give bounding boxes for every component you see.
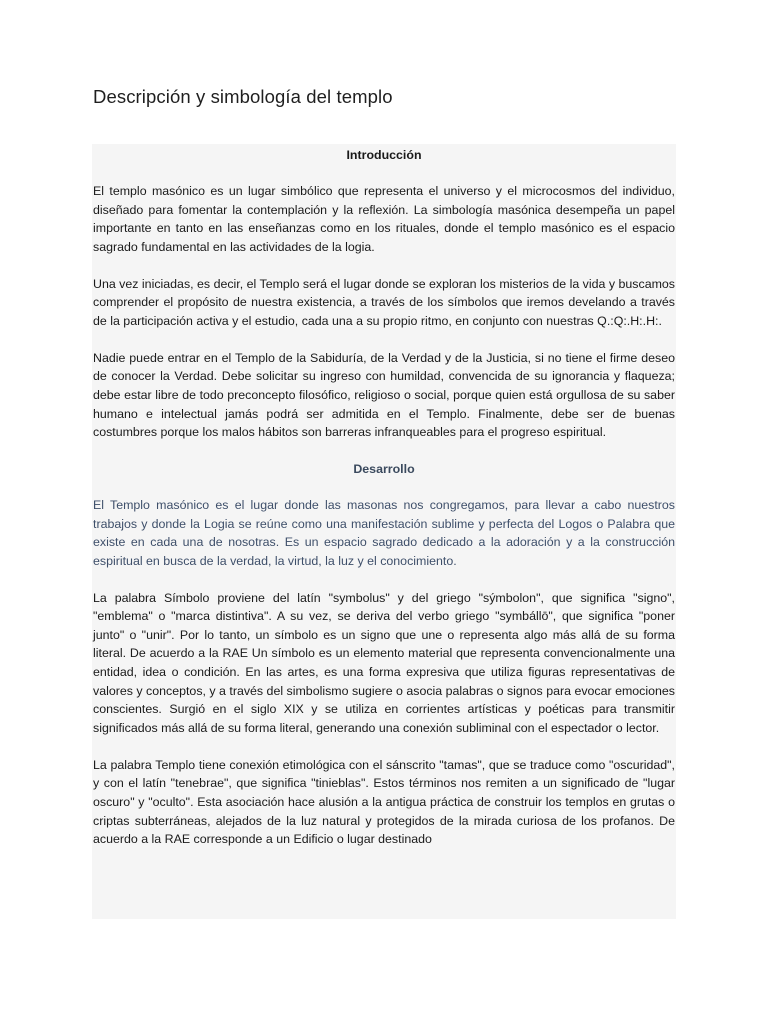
desarrollo-paragraph-templo: La palabra Templo tiene conexión etimológica con el sánscrito "tamas", que se traduce como "oscuridad", y con el latín "tenebrae", que significa "tinieblas". Estos términos nos remiten a un significado de "lugar oscuro" y "oculto". Esta asociación hace alusión a la antigua práctica de construir los templos en grutas o criptas subterráneas, alejados de la luz natural y protegidos de la mirada curiosa de los profanos. De acuerdo a la RAE corresponde a un Edificio o lugar destinado (93, 757, 675, 847)
intro-paragraph-3: Nadie puede entrar en el Templo de la Sabiduría, de la Verdad y de la Justicia, si no tiene el firme deseo de conocer la Verdad. Debe solicitar su ingreso con humildad, convencida de su ignorancia y flaqueza; debe estar libre de todo preconcepto filosófico, religioso o social, porque quien está orgullosa de su saber humano e intelectual jamás podrá ser admitida en el Templo. Finalmente, debe ser de buenas costumbres porque los malos hábitos son barreras infranqueables para el progreso espiritual. (93, 350, 675, 440)
intro-paragraph-2: Una vez iniciadas, es decir, el Templo será el lugar donde se exploran los misterios de la vida y buscamos comprender el propósito de nuestra existencia, a través de los símbolos que iremos develando a través de la participación activa y el estudio, cada una a su propio ritmo, en conjunto con nuestras Q.:Q:.H:.H:. (93, 276, 675, 328)
document-body (92, 144, 676, 919)
desarrollo-accent-paragraph: El Templo masónico es el lugar donde las masonas nos congregamos, para llevar a cabo nuestros trabajos y donde la Logia se reúne como una manifestación sublime y perfecta del Logos o Palabra que existe en cada una de nosotras. Es un espacio sagrado dedicado a la adoración y a la construcción espiritual en busca de la verdad, la virtud, la luz y el conocimiento. (93, 497, 675, 568)
desarrollo-paragraph-simbolo: La palabra Símbolo proviene del latín "symbolus" y del griego "sýmbolon", que significa "signo", "emblema" o "marca distintiva". A su vez, se deriva del verbo griego "symbállō", que significa "poner junto" o "unir". Por lo tanto, un símbolo es un signo que une o representa algo más allá de su forma literal. De acuerdo a la RAE Un símbolo es un elemento material que representa convencionalmente una entidad, idea o condición. En las artes, es una forma expresiva que utiliza figuras representativas de valores y conceptos, y a través del simbolismo sugiere o asocia palabras o signos para evocar emociones conscientes. Surgió en el siglo XIX y se utiliza en corrientes artísticas y poéticas para transmitir significados más allá de su forma literal, generando una conexión subliminal con el espectador o lector. (93, 590, 675, 736)
intro-paragraph-1: El templo masónico es un lugar simbólico que representa el universo y el microcosmos del individuo, diseñado para fomentar la contemplación y la reflexión. La simbología masónica desempeña un papel importante en tanto en las enseñanzas como en los rituales, donde el templo masónico es el espacio sagrado fundamental en las actividades de la logia. (93, 184, 675, 254)
section-heading-introduccion: Introducción (346, 148, 422, 162)
page-title: Descripción y simbología del templo (93, 86, 393, 107)
section-heading-desarrollo: Desarrollo (353, 461, 415, 476)
